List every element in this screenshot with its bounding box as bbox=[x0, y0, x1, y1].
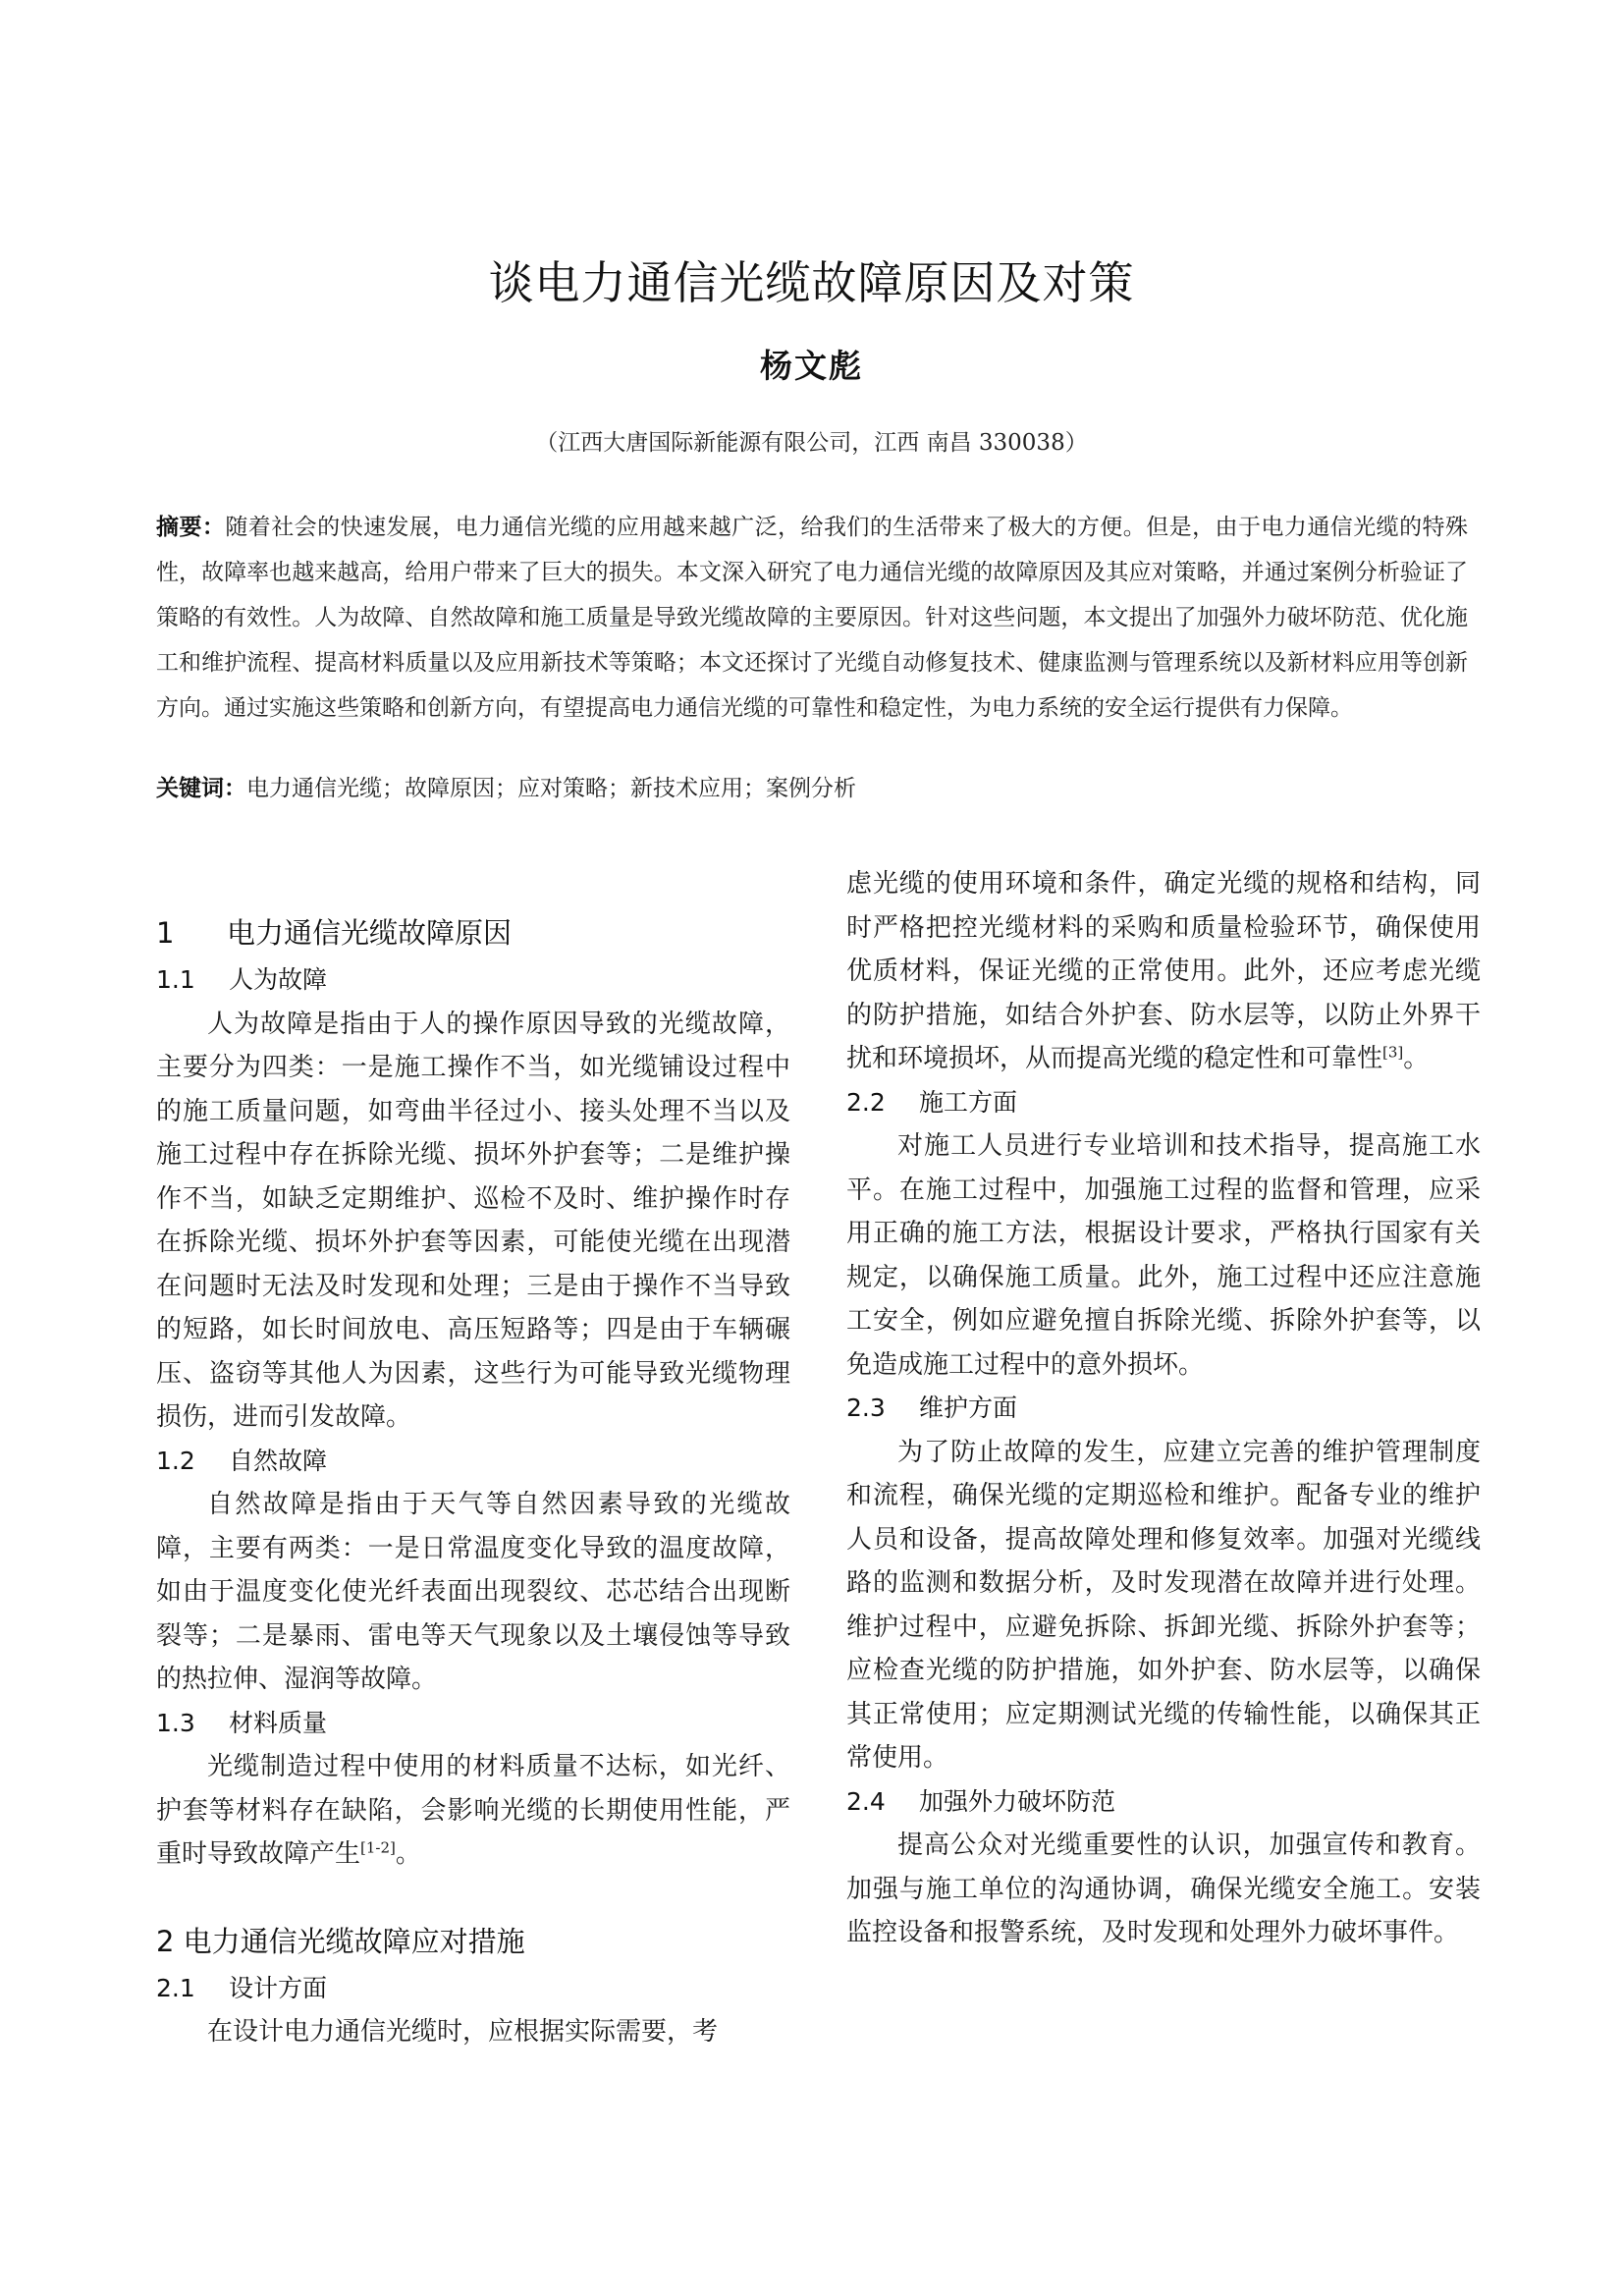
section-1-3-body bbox=[156, 1745, 790, 1877]
author-name: 杨文彪 bbox=[760, 347, 863, 385]
section-title: 加强外力破坏防范 bbox=[919, 1786, 1116, 1816]
section-2-2-body: 对施工人员进行专业培训和技术指导，提高施工水平。在施工过程中，加强施工过程的监督和管理，应采用正确的施工方法，根据设计要求，严格执行国家有关规定，以确保施工质量。此外，施工过程中还应注意施工安全，例如应避免擅自拆除光缆、拆除外护套等，以免造成施工过程中的意外损坏。 bbox=[846, 1131, 1481, 1380]
affiliation: （江西大唐国际新能源有限公司，江西 南昌 330038） bbox=[535, 430, 1088, 456]
section-2-1-body-start: 在设计电力通信光缆时，应根据实际需要，考 bbox=[207, 2017, 719, 2047]
section-title: 电力通信光缆故障应对措施 bbox=[183, 1924, 525, 1958]
keywords bbox=[156, 766, 1468, 811]
section-1-1-heading bbox=[156, 958, 790, 1003]
abstract-text: 随着社会的快速发展，电力通信光缆的应用越来越广泛，给我们的生活带来了极大的方便。但是，由于电力通信光缆的特殊性，故障率也越来越高，给用户带来了巨大的损失。本文深入研究了电力通信光缆的故障原因及其应对策略，并通过案例分析验证了策略的有效性。人为故障、自然故障和施工质量是导致光缆故障的主要原因。针对这些问题，本文提出了加强外力破坏防范、优化施工和维护流程、提高材料质量以及应用新技术等策略；本文还探讨了光缆自动修复技术、健康监测与管理系统以及新材料应用等创新方向。通过实施这些策略和创新方向，有望提高电力通信光缆的可靠性和稳定性，为电力系统的安全运行提供有力保障。 bbox=[156, 515, 1469, 721]
section-title: 设计方面 bbox=[229, 1973, 328, 2002]
keywords-text: 电力通信光缆；故障原因；应对策略；新技术应用；案例分析 bbox=[246, 776, 856, 801]
section-title: 人为故障 bbox=[229, 965, 328, 994]
paper-title: 谈电力通信光缆故障原因及对策 bbox=[488, 256, 1135, 309]
section-number: 1.1 bbox=[156, 965, 195, 994]
citation: [1-2] bbox=[360, 1838, 396, 1857]
section-number: 1.2 bbox=[156, 1446, 195, 1475]
abstract-label: 摘要： bbox=[156, 515, 226, 540]
body-text-tail: 。 bbox=[1403, 1044, 1430, 1073]
left-column bbox=[156, 907, 790, 2054]
section-2-4-heading bbox=[846, 1780, 1481, 1825]
body-text: 虑光缆的使用环境和条件，确定光缆的规格和结构，同时严格把控光缆材料的采购和质量检验环节，确保使用优质材料，保证光缆的正常使用。此外，还应考虑光缆的防护措施，如结合外护套、防水层等，以防止外界干扰和环境损坏，从而提高光缆的稳定性和可靠性 bbox=[846, 869, 1481, 1073]
section-number: 2.1 bbox=[156, 1973, 195, 2002]
section-2-3-heading bbox=[846, 1387, 1481, 1431]
section-title: 维护方面 bbox=[919, 1394, 1018, 1422]
section-1-3-heading bbox=[156, 1702, 790, 1746]
section-title: 自然故障 bbox=[229, 1446, 328, 1475]
section-1-2-heading bbox=[156, 1440, 790, 1484]
section-2-3-body: 为了防止故障的发生，应建立完善的维护管理制度和流程，确保光缆的定期巡检和维护。配备专业的维护人员和设备，提高故障处理和修复效率。加强对光缆线路的监测和数据分析，及时发现潜在故障并进行处理。维护过程中，应避免拆除、拆卸光缆、拆除外护套等；应检查光缆的防护措施，如外护套、防水层等，以确保其正常使用；应定期测试光缆的传输性能，以确保其正常使用。 bbox=[846, 1437, 1481, 1773]
section-2-4-body: 提高公众对光缆重要性的认识，加强宣传和教育。加强与施工单位的沟通协调，确保光缆安全施工。安装监控设备和报警系统，及时发现和处理外力破坏事件。 bbox=[846, 1831, 1481, 1947]
section-2-1-heading bbox=[156, 1967, 790, 2011]
right-column bbox=[846, 862, 1481, 1955]
section-number: 2 bbox=[156, 1924, 175, 1958]
section-1-heading bbox=[156, 907, 790, 958]
section-number: 1 bbox=[156, 916, 175, 950]
section-number: 1.3 bbox=[156, 1708, 195, 1737]
section-number: 2.4 bbox=[846, 1786, 886, 1816]
abstract bbox=[156, 505, 1468, 731]
section-1-2-body: 自然故障是指由于天气等自然因素导致的光缆故障，主要有两类：一是日常温度变化导致的温度故障，如由于温度变化使光纤表面出现裂纹、芯芯结合出现断裂等；二是暴雨、雷电等天气现象以及土壤侵蚀等导致的热拉伸、湿润等故障。 bbox=[156, 1490, 790, 1694]
section-1-1-body: 人为故障是指由于人的操作原因导致的光缆故障，主要分为四类：一是施工操作不当，如光缆铺设过程中的施工质量问题，如弯曲半径过小、接头处理不当以及施工过程中存在拆除光缆、损坏外护套等；二是维护操作不当，如缺乏定期维护、巡检不及时、维护操作时存在拆除光缆、损坏外护套等因素，可能使光缆在出现潜在问题时无法及时发现和处理；三是由于操作不当导致的短路，如长时间放电、高压短路等；四是由于车辆碾压、盗窃等其他人为因素，这些行为可能导致光缆物理损伤，进而引发故障。 bbox=[156, 1009, 790, 1432]
section-2-2-heading bbox=[846, 1081, 1481, 1125]
body-text-tail: 。 bbox=[395, 1839, 421, 1869]
section-title: 材料质量 bbox=[229, 1708, 328, 1737]
section-number: 2.3 bbox=[846, 1394, 886, 1422]
keywords-label: 关键词： bbox=[156, 776, 246, 801]
section-title: 电力通信光缆故障原因 bbox=[227, 916, 513, 950]
section-2-heading bbox=[156, 1916, 790, 1967]
section-number: 2.2 bbox=[846, 1087, 886, 1117]
section-title: 施工方面 bbox=[919, 1087, 1018, 1117]
citation: [3] bbox=[1382, 1043, 1404, 1062]
section-2-1-body-continued bbox=[846, 862, 1481, 1081]
body-text: 光缆制造过程中使用的材料质量不达标，如光纤、护套等材料存在缺陷，会影响光缆的长期使用性能，严重时导致故障产生 bbox=[156, 1752, 790, 1869]
